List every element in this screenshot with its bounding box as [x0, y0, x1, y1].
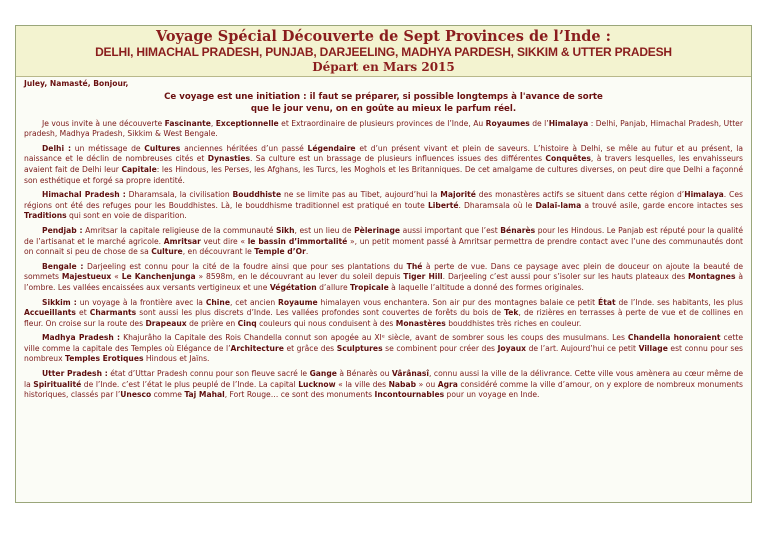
paragraph-text: Madhya Pradesh : Khajurâho la Capitale des Rois Chandella connut son apogée au XIᵉ siècle, avant de sombrer sous les coups des musulmans. Les Chandella honoraient cette ville comme la capitale des Temples où Elégance de l’Architecture et grâce des Sculptures se combinent pour créer des Joyaux de l’art. Aujourd’hui ce petit Village est connu pour ses nombreux Temples Erotiques Hindous et Jaïns.: [24, 333, 743, 364]
paragraph-text: Je vous invite à une découverte Fascinante, Exceptionnelle et Extraordinaire de plusieurs provinces de l’Inde, Au Royaumes de l’Himalaya : Delhi, Panjab, Himachal Pradesh, Utter pradesh, Madhya Pradesh, Sikkim & West Bengale.: [24, 118, 743, 139]
paragraph-list: [24, 119, 743, 401]
paragraph-text: Bengale : Darjeeling est connu pour la cité de la foudre ainsi que pour ses plantations du Thé à perte de vue. Dans ce paysage avec plein de douceur on ajoute la beauté de sommets Majestueux « Le Kanchenjunga » 8598m, en le découvrant au lever du soleil depuis Tiger Hill. Darjeeling c’est aussi pour s’isoler sur les hauts plateaux des Montagnes à l’ombre. Les vallées encaissées aux versants vertigineux et une Végétation d’allure Tropicale à laquelle l’altitude a donné des formes originales.: [24, 261, 744, 292]
document-title: Voyage Spécial Découverte de Sept Provinces de l’Inde :: [155, 28, 612, 45]
paragraph-delhi: [24, 144, 743, 186]
paragraph-sikkim: [24, 298, 743, 330]
paragraph-invite: [24, 119, 743, 140]
document-frame: [15, 25, 752, 503]
paragraph-text: Pendjab : Amritsar la capitale religieuse de la communauté Sikh, est un lieu de Pèlerinage aussi important que l’est Bénarès pour les Hindous. Le Panjab est réputé pour la qualité de l’artisanat et le marché agricole. Amritsar veut dire « le bassin d’immortalité », un petit moment passé à Amritsar permettra de prendre contact avec l’une des communautés dont on connait si peu de chose de sa Culture, en découvrant le Temple d’Or.: [24, 225, 744, 257]
paragraph-bengale: [24, 262, 743, 294]
paragraph-utter: [24, 369, 743, 401]
provinces-subtitle: DELHI, HIMACHAL PRADESH, PUNJAB, DARJEELING, MADHYA PARDESH, SIKKIM & UTTER PRADESH: [95, 45, 672, 59]
greeting: Juley, Namasté, Bonjour,: [24, 79, 129, 88]
paragraph-text: Himachal Pradesh : Dharamsala, la civilisation Bouddhiste ne se limite pas au Tibet, aujourd’hui la Majorité des monastères actifs se situent dans cette région d’Himalaya. Ces régions ont été des refuges pour les Bouddhistes. Là, le bouddhisme traditionnel est pratiqué en toute Liberté. Dharamsala où le Dalaï-lama a trouvé asile, garde encore intactes ses Traditions qui sont en voie de disparition.: [24, 190, 743, 221]
paragraph-madhya: [24, 333, 743, 365]
paragraph-text: Delhi : un métissage de Cultures anciennes héritées d’un passé Légendaire et d’un présent vivant et plein de saveurs. L’histoire à Delhi, se mêle au futur et au présent, la naissance et le déclin de nombreuses cités et Dynasties. Sa culture est un brassage de plusieurs influences issues des différentes Conquêtes, à travers lesquelles, les envahisseurs avaient fait de Delhi leur Capitale: les Hindous, les Perses, les Afghans, les Turcs, les Moghols et les Britanniques. De cet amalgame de cultures diverses, on peut dire que Delhi a façonné son esthétique et forgé sa propre identité.: [24, 143, 744, 185]
intro-text: [24, 91, 743, 115]
intro-line-1: Ce voyage est une initiation : il faut se préparer, si possible longtemps à l'avance de sorte: [164, 91, 603, 102]
paragraph-himachal: [24, 190, 743, 222]
paragraph-pendjab: [24, 226, 743, 258]
document-header: [16, 26, 751, 77]
document-body: [16, 77, 751, 401]
intro-line-2: que le jour venu, on en goûte au mieux le parfum réel.: [250, 103, 517, 114]
paragraph-text: Sikkim : un voyage à la frontière avec la Chine, cet ancien Royaume himalayen vous enchantera. Son air pur des montagnes balaie ce petit État de l’Inde. ses habitants, les plus Accueillants et Charmants sont aussi les plus discrets d’Inde. Les vallées profondes sont couvertes de forêts du bois de Tek, de rizières en terrasses à perte de vue et de collines en fleur. On croise sur la route des Drapeaux de prière en Cinq couleurs qui nous conduisent à des Monastères bouddhistes très riches en couleur.: [24, 297, 744, 328]
departure-date: Départ en Mars 2015: [312, 60, 455, 74]
paragraph-text: Utter Pradesh : état d’Uttar Pradesh connu pour son fleuve sacré le Gange à Bénarès ou Vârânasî, connu aussi la ville de la délivrance. Cette ville vous amènera au cœur même de la Spiritualité de l’Inde. c’est l’état le plus peuplé de l’Inde. La capital Lucknow « la ville des Nabab » ou Agra considéré comme la ville d’amour, on y explore de nombreux monuments historiques, classés par l’Unesco comme Taj Mahal, Fort Rouge… ce sont des monuments Incontournables pour un voyage en Inde.: [24, 369, 743, 400]
